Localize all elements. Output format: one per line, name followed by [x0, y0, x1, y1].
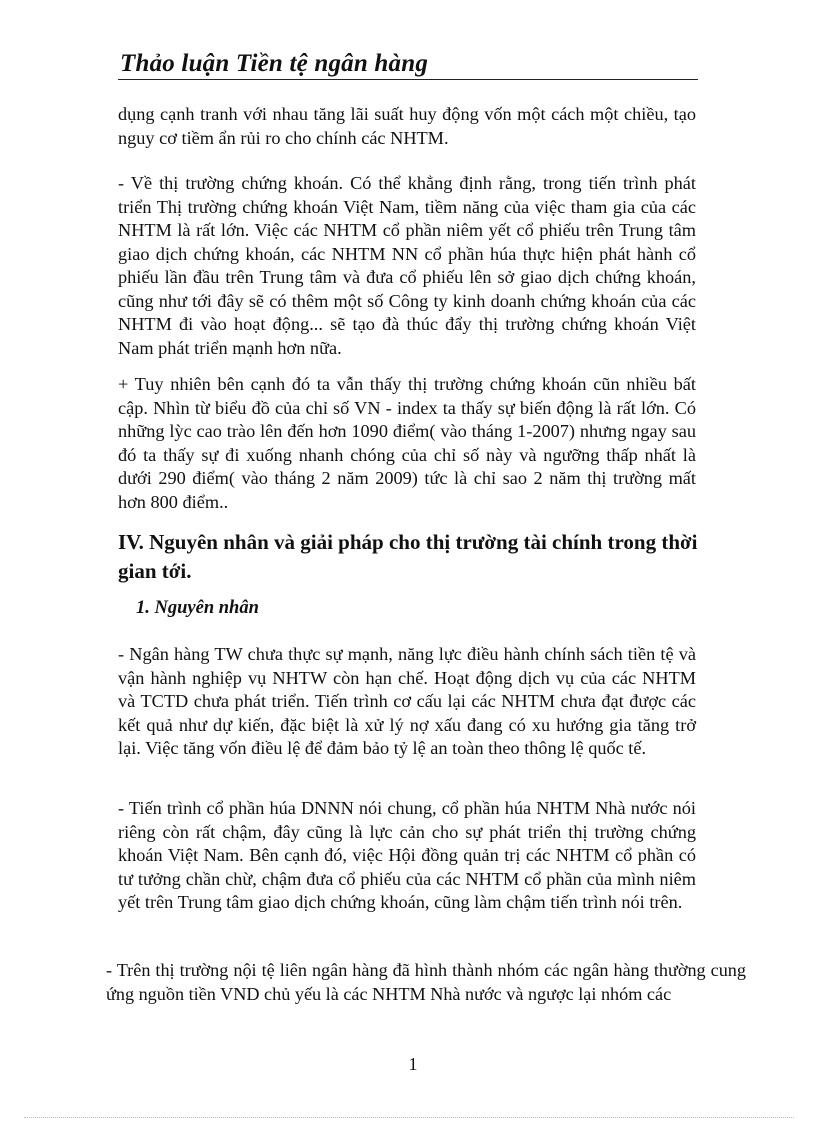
- section-heading: IV. Nguyên nhân và giải pháp cho thị trường tài chính trong thời gian tới.: [118, 530, 698, 583]
- paragraph-vn-index: + Tuy nhiên bên cạnh đó ta vẫn thấy thị trường chứng khoán cũn nhiều bất cập. Nhìn từ biểu đồ của chỉ số VN - index ta thấy sự biến động là rất lớn. Có những lỳc cao trào lên đến hơn 1090 điểm( vào tháng 1-2007) nhưng ngay sau đó ta thấy sự đi xuống nhanh chóng của chỉ số này và ngưỡng thấp nhất là dưới 290 điểm( vào tháng 2 năm 2009) tức là chỉ sao 2 năm thị trường mất hơn 800 điểm..: [118, 374, 696, 512]
- page-number: 1: [408, 1054, 418, 1074]
- paragraph-equitization: - Tiến trình cổ phần húa DNNN nói chung, cổ phần húa NHTM Nhà nước nói riêng còn rất chậm, đây cũng là lực cản cho sự phát triển thị trường chứng khoán Việt Nam. Bên cạnh đó, việc Hội đồng quản trị các NHTM cổ phần có tư tưởng chần chừ, chậm đưa cổ phiếu của các NHTM cổ phần của mình niêm yết trên Trung tâm giao dịch chứng khoán, cũng làm chậm tiến trình nói trên.: [118, 798, 696, 912]
- subsection-heading: 1. Nguyên nhân: [136, 598, 259, 618]
- paragraph-continuation: dụng cạnh tranh với nhau tăng lãi suất huy động vốn một cách một chiều, tạo nguy cơ tiềm ẩn rủi ro cho chính các NHTM.: [118, 104, 696, 148]
- paragraph-central-bank: - Ngân hàng TW chưa thực sự mạnh, năng lực điều hành chính sách tiền tệ và vận hành nghiệp vụ NHTW còn hạn chế. Hoạt động dịch vụ của các NHTM và TCTD chưa phát triển. Tiến trình cơ cấu lại các NHTM chưa đạt được các kết quả như dự kiến, đặc biệt là xử lý nợ xấu đang có xu hướng gia tăng trở lại. Việc tăng vốn điều lệ để đảm bảo tỷ lệ an toàn theo thông lệ quốc tế.: [118, 644, 696, 758]
- running-header-title: Thảo luận Tiền tệ ngân hàng: [120, 50, 429, 77]
- paragraph-interbank: - Trên thị trường nội tệ liên ngân hàng đã hình thành nhóm các ngân hàng thường cung ứng nguồn tiền VND chủ yếu là các NHTM Nhà nước và ngược lại nhóm các: [106, 960, 746, 1004]
- page-bottom-border: [24, 1117, 794, 1118]
- paragraph-stock-market: - Về thị trường chứng khoán. Có thể khẳng định rằng, trong tiến trình phát triển Thị trường chứng khoán Việt Nam, tiềm năng của việc tham gia của các NHTM là rất lớn. Việc các NHTM cổ phần niêm yết cổ phiếu trên Trung tâm giao dịch chứng khoán, các NHTM NN cổ phần húa thực hiện phát hành cổ phiếu lần đầu trên Trung tâm và đưa cổ phiếu lên sở giao dịch chứng khoán, cũng như tới đây sẽ có thêm một số Công ty kinh doanh chứng khoán của các NHTM đi vào hoạt động... sẽ tạo đà thúc đẩy thị trường chứng khoán Việt Nam phát triển mạnh hơn nữa.: [118, 173, 696, 358]
- header-rule: [118, 79, 698, 80]
